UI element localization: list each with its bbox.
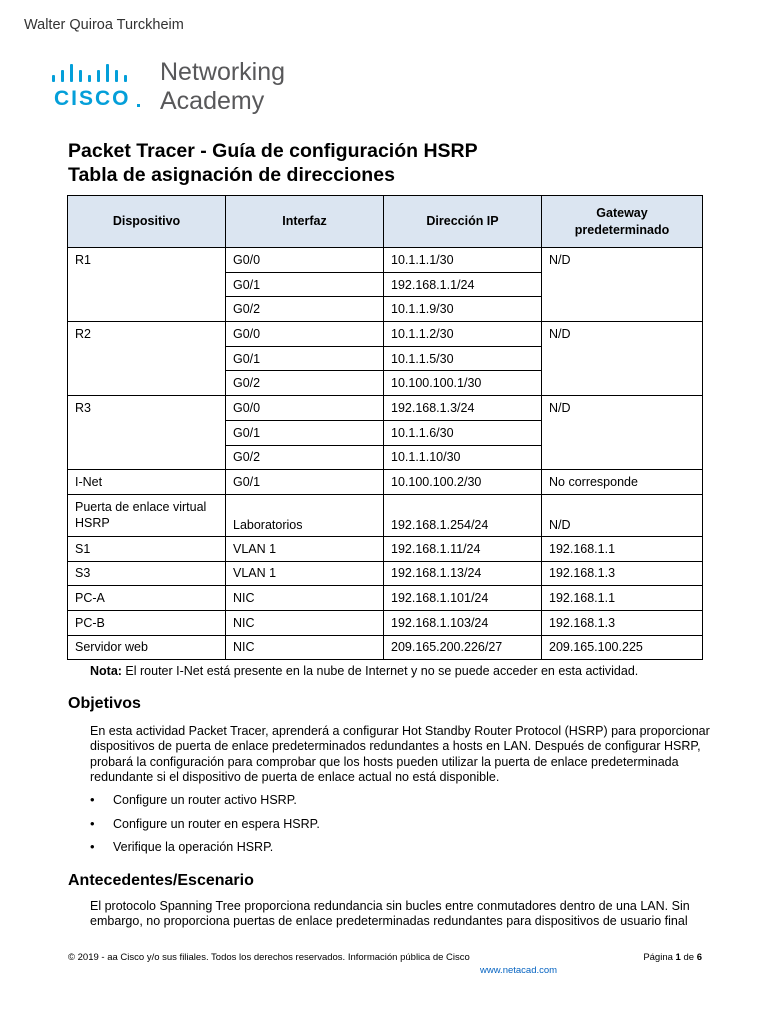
cell-interface: G0/1 xyxy=(226,272,384,297)
logo-brand: CISCO xyxy=(54,87,131,110)
cell-interface: Laboratorios xyxy=(226,494,384,536)
cell-interface: G0/1 xyxy=(226,470,384,495)
cell-interface: G0/2 xyxy=(226,297,384,322)
note-text: El router I-Net está presente en la nube de Internet y no se puede acceder en esta actividad. xyxy=(121,664,639,678)
cell-interface: VLAN 1 xyxy=(226,536,384,561)
cell-device: PC-B xyxy=(68,610,226,635)
note-label: Nota: xyxy=(90,664,122,678)
cell-ip: 192.168.1.3/24 xyxy=(384,396,542,421)
cell-interface: G0/2 xyxy=(226,445,384,470)
logo-line2: Academy xyxy=(160,87,265,115)
table-title: Tabla de asignación de direcciones xyxy=(68,164,395,186)
cell-device: Puerta de enlace virtual HSRP xyxy=(68,494,226,536)
cell-ip: 10.1.1.1/30 xyxy=(384,248,542,273)
list-item: • Configure un router activo HSRP. xyxy=(90,793,320,817)
cell-ip: 192.168.1.1/24 xyxy=(384,272,542,297)
footer-page-number: Página 1 de 6 xyxy=(643,952,702,963)
header-device: Dispositivo xyxy=(68,196,226,248)
list-item: • Verifique la operación HSRP. xyxy=(90,840,320,864)
cell-interface: G0/0 xyxy=(226,322,384,347)
cisco-bars-icon xyxy=(52,62,148,82)
cell-interface: NIC xyxy=(226,610,384,635)
cell-gateway: N/D xyxy=(542,396,703,470)
table-row xyxy=(68,561,703,586)
cell-interface: VLAN 1 xyxy=(226,561,384,586)
table-row xyxy=(68,536,703,561)
table-row xyxy=(68,248,703,273)
cell-device: Servidor web xyxy=(68,635,226,660)
cell-gateway: 192.168.1.3 xyxy=(542,561,703,586)
cell-gateway: 209.165.100.225 xyxy=(542,635,703,660)
document-title: Packet Tracer - Guía de configuración HSRP xyxy=(68,140,478,162)
cell-device: PC-A xyxy=(68,586,226,611)
cell-ip: 10.1.1.5/30 xyxy=(384,346,542,371)
header-interface: Interfaz xyxy=(226,196,384,248)
cell-interface: G0/1 xyxy=(226,420,384,445)
cell-ip: 192.168.1.254/24 xyxy=(384,494,542,536)
cell-device: R2 xyxy=(68,322,226,396)
objectives-list xyxy=(90,793,320,864)
note xyxy=(90,664,638,678)
logo-dot xyxy=(137,104,140,107)
cell-ip: 209.165.200.226/27 xyxy=(384,635,542,660)
logo-line1: Networking xyxy=(160,58,286,86)
table-row xyxy=(68,470,703,495)
table-row xyxy=(68,396,703,421)
cell-gateway: No corresponde xyxy=(542,470,703,495)
cell-gateway: N/D xyxy=(542,494,703,536)
cell-ip: 10.1.1.6/30 xyxy=(384,420,542,445)
address-table xyxy=(67,195,703,660)
cisco-networking-academy-logo xyxy=(52,58,312,118)
cell-device: R3 xyxy=(68,396,226,470)
cell-ip: 10.100.100.1/30 xyxy=(384,371,542,396)
table-row xyxy=(68,322,703,347)
objectives-intro: En esta actividad Packet Tracer, aprenderá a configurar Hot Standby Router Protocol (HSRP) para proporcionar dispositivos de puerta de enlace predeterminados redundantes a hosts en LAN. Después de configurar HSRP, probará la configuración para comprobar que los hosts pueden utilizar la puerta de enlace predeterminada redundante si el dispositivo de puerta de enlace actual no está disponible. xyxy=(90,724,710,785)
cell-ip: 10.1.1.10/30 xyxy=(384,445,542,470)
cell-device: R1 xyxy=(68,248,226,322)
cell-ip: 192.168.1.103/24 xyxy=(384,610,542,635)
header-gateway: Gateway predeterminado xyxy=(542,196,703,248)
cell-gateway: N/D xyxy=(542,322,703,396)
cell-interface: G0/1 xyxy=(226,346,384,371)
cell-ip: 10.1.1.2/30 xyxy=(384,322,542,347)
cell-interface: NIC xyxy=(226,635,384,660)
cell-gateway: 192.168.1.1 xyxy=(542,586,703,611)
objectives-heading: Objetivos xyxy=(68,695,141,712)
background-text: El protocolo Spanning Tree proporciona redundancia sin bucles entre conmutadores dentro de una LAN. Sin embargo, no proporciona puertas de enlace predeterminadas redundantes para dispositivos de usuario final xyxy=(90,899,690,929)
cell-ip: 10.100.100.2/30 xyxy=(384,470,542,495)
background-heading: Antecedentes/Escenario xyxy=(68,872,254,889)
list-item: • Configure un router en espera HSRP. xyxy=(90,817,320,841)
footer-link[interactable]: www.netacad.com xyxy=(480,965,558,976)
table-row xyxy=(68,494,703,536)
table-header-row xyxy=(68,196,703,248)
cell-gateway: N/D xyxy=(542,248,703,322)
cell-ip: 10.1.1.9/30 xyxy=(384,297,542,322)
cell-interface: G0/0 xyxy=(226,396,384,421)
cell-interface: G0/0 xyxy=(226,248,384,273)
cell-interface: NIC xyxy=(226,586,384,611)
author-name: Walter Quiroa Turckheim xyxy=(24,17,184,33)
table-row xyxy=(68,586,703,611)
cell-device: S1 xyxy=(68,536,226,561)
header-ip: Dirección IP xyxy=(384,196,542,248)
table-row xyxy=(68,610,703,635)
cell-interface: G0/2 xyxy=(226,371,384,396)
cell-ip: 192.168.1.101/24 xyxy=(384,586,542,611)
cell-device: S3 xyxy=(68,561,226,586)
cell-device: I-Net xyxy=(68,470,226,495)
cell-gateway: 192.168.1.3 xyxy=(542,610,703,635)
cell-ip: 192.168.1.13/24 xyxy=(384,561,542,586)
table-row xyxy=(68,635,703,660)
cell-gateway: 192.168.1.1 xyxy=(542,536,703,561)
footer-copyright: © 2019 - aa Cisco y/o sus filiales. Todos los derechos reservados. Información pública de Cisco xyxy=(68,952,470,963)
cell-ip: 192.168.1.11/24 xyxy=(384,536,542,561)
